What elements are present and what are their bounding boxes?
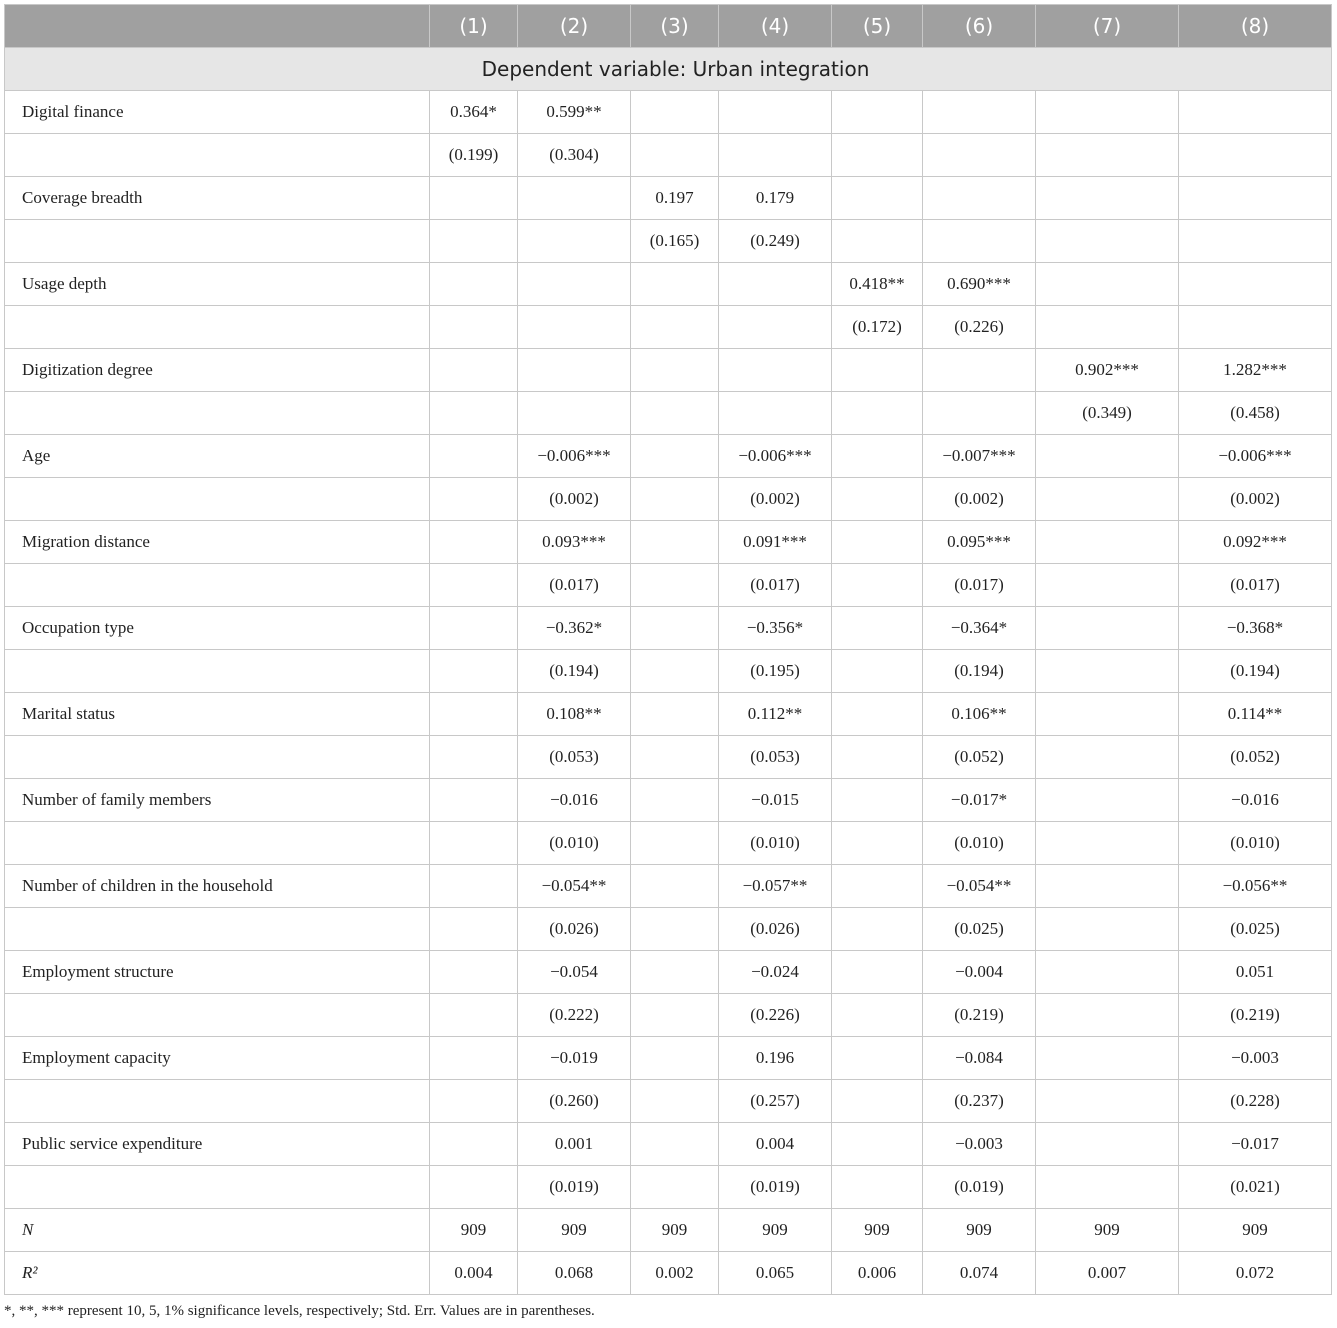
table-cell: (0.019) bbox=[923, 1166, 1036, 1209]
table-cell: −0.362* bbox=[518, 607, 631, 650]
table-cell: 0.418** bbox=[832, 263, 923, 306]
table-cell bbox=[832, 607, 923, 650]
table-cell: (0.226) bbox=[719, 994, 832, 1037]
table-cell bbox=[832, 435, 923, 478]
row-label: Number of children in the household bbox=[5, 865, 430, 908]
table-cell bbox=[832, 1166, 923, 1209]
table-cell: 0.072 bbox=[1179, 1252, 1332, 1295]
table-cell: (0.010) bbox=[719, 822, 832, 865]
table-cell bbox=[631, 478, 719, 521]
regression-table-container bbox=[4, 4, 1331, 1295]
table-cell: (0.052) bbox=[1179, 736, 1332, 779]
table-cell: 1.282*** bbox=[1179, 349, 1332, 392]
row-label bbox=[5, 994, 430, 1037]
table-row bbox=[5, 392, 1332, 435]
table-cell bbox=[923, 134, 1036, 177]
table-cell bbox=[832, 865, 923, 908]
table-cell bbox=[631, 908, 719, 951]
column-header: (1) bbox=[430, 5, 518, 48]
table-row bbox=[5, 736, 1332, 779]
table-cell: (0.002) bbox=[1179, 478, 1332, 521]
table-cell: −0.368* bbox=[1179, 607, 1332, 650]
table-cell: −0.006*** bbox=[719, 435, 832, 478]
table-cell bbox=[430, 994, 518, 1037]
table-cell: (0.257) bbox=[719, 1080, 832, 1123]
row-label: Usage depth bbox=[5, 263, 430, 306]
table-cell bbox=[832, 564, 923, 607]
table-cell bbox=[1179, 306, 1332, 349]
row-label bbox=[5, 650, 430, 693]
table-cell bbox=[1036, 478, 1179, 521]
row-label: R² bbox=[5, 1252, 430, 1295]
row-label: Coverage breadth bbox=[5, 177, 430, 220]
table-cell bbox=[430, 1166, 518, 1209]
table-cell: −0.019 bbox=[518, 1037, 631, 1080]
table-cell: 0.091*** bbox=[719, 521, 832, 564]
table-cell: −0.017 bbox=[1179, 1123, 1332, 1166]
table-cell bbox=[518, 349, 631, 392]
table-cell: (0.260) bbox=[518, 1080, 631, 1123]
table-cell bbox=[430, 263, 518, 306]
table-cell bbox=[1036, 306, 1179, 349]
row-label bbox=[5, 392, 430, 435]
table-cell: (0.194) bbox=[1179, 650, 1332, 693]
table-cell bbox=[430, 349, 518, 392]
table-cell bbox=[1036, 521, 1179, 564]
table-cell bbox=[1036, 693, 1179, 736]
table-cell bbox=[832, 1037, 923, 1080]
table-cell bbox=[631, 994, 719, 1037]
table-cell bbox=[631, 1123, 719, 1166]
table-cell bbox=[631, 951, 719, 994]
table-cell: 909 bbox=[923, 1209, 1036, 1252]
row-label: Digitization degree bbox=[5, 349, 430, 392]
table-cell bbox=[719, 91, 832, 134]
table-row bbox=[5, 1166, 1332, 1209]
table-cell: (0.053) bbox=[719, 736, 832, 779]
table-cell bbox=[518, 263, 631, 306]
regression-table bbox=[4, 4, 1332, 1295]
table-cell bbox=[631, 263, 719, 306]
table-cell bbox=[1036, 1037, 1179, 1080]
column-header: (2) bbox=[518, 5, 631, 48]
table-cell bbox=[832, 134, 923, 177]
table-cell: −0.004 bbox=[923, 951, 1036, 994]
table-cell bbox=[518, 220, 631, 263]
table-cell: (0.195) bbox=[719, 650, 832, 693]
row-label: Employment capacity bbox=[5, 1037, 430, 1080]
table-cell bbox=[1036, 822, 1179, 865]
row-label: Age bbox=[5, 435, 430, 478]
table-cell bbox=[923, 392, 1036, 435]
table-cell: (0.249) bbox=[719, 220, 832, 263]
table-cell: 909 bbox=[518, 1209, 631, 1252]
table-cell bbox=[719, 349, 832, 392]
table-cell: −0.006*** bbox=[1179, 435, 1332, 478]
section-row bbox=[5, 48, 1332, 91]
table-cell bbox=[430, 650, 518, 693]
row-label: Digital finance bbox=[5, 91, 430, 134]
table-row bbox=[5, 650, 1332, 693]
table-cell: (0.017) bbox=[923, 564, 1036, 607]
table-cell: −0.017* bbox=[923, 779, 1036, 822]
table-cell: 0.065 bbox=[719, 1252, 832, 1295]
table-cell bbox=[631, 134, 719, 177]
table-cell bbox=[430, 607, 518, 650]
table-cell: (0.010) bbox=[518, 822, 631, 865]
table-cell bbox=[631, 650, 719, 693]
table-row bbox=[5, 1252, 1332, 1295]
row-label: Number of family members bbox=[5, 779, 430, 822]
table-cell bbox=[832, 177, 923, 220]
table-cell: 0.114** bbox=[1179, 693, 1332, 736]
table-cell bbox=[631, 392, 719, 435]
table-cell: 0.004 bbox=[719, 1123, 832, 1166]
table-row bbox=[5, 564, 1332, 607]
table-cell bbox=[1036, 1080, 1179, 1123]
table-cell bbox=[430, 779, 518, 822]
row-label bbox=[5, 822, 430, 865]
table-cell: (0.199) bbox=[430, 134, 518, 177]
table-row bbox=[5, 1209, 1332, 1252]
table-cell bbox=[832, 908, 923, 951]
table-row bbox=[5, 822, 1332, 865]
table-cell: −0.054** bbox=[518, 865, 631, 908]
table-cell: 0.074 bbox=[923, 1252, 1036, 1295]
table-cell bbox=[832, 693, 923, 736]
table-cell: (0.228) bbox=[1179, 1080, 1332, 1123]
table-cell bbox=[719, 306, 832, 349]
table-cell bbox=[1036, 134, 1179, 177]
table-cell bbox=[1179, 134, 1332, 177]
table-cell: (0.019) bbox=[518, 1166, 631, 1209]
table-cell bbox=[631, 435, 719, 478]
column-header: (5) bbox=[832, 5, 923, 48]
row-label bbox=[5, 306, 430, 349]
table-cell bbox=[430, 220, 518, 263]
table-cell bbox=[518, 177, 631, 220]
table-cell: (0.165) bbox=[631, 220, 719, 263]
row-label bbox=[5, 564, 430, 607]
table-cell bbox=[430, 478, 518, 521]
table-cell bbox=[631, 349, 719, 392]
table-cell: (0.017) bbox=[719, 564, 832, 607]
table-cell bbox=[923, 349, 1036, 392]
table-cell: −0.003 bbox=[1179, 1037, 1332, 1080]
table-cell bbox=[430, 1123, 518, 1166]
table-cell bbox=[1036, 1123, 1179, 1166]
table-cell: −0.364* bbox=[923, 607, 1036, 650]
table-cell: (0.053) bbox=[518, 736, 631, 779]
table-cell: (0.002) bbox=[719, 478, 832, 521]
table-cell: 909 bbox=[719, 1209, 832, 1252]
column-header: (7) bbox=[1036, 5, 1179, 48]
table-cell bbox=[518, 306, 631, 349]
table-cell: 0.004 bbox=[430, 1252, 518, 1295]
table-row bbox=[5, 306, 1332, 349]
table-row bbox=[5, 951, 1332, 994]
table-row bbox=[5, 693, 1332, 736]
table-cell: 0.007 bbox=[1036, 1252, 1179, 1295]
table-cell: −0.007*** bbox=[923, 435, 1036, 478]
table-cell bbox=[1036, 1166, 1179, 1209]
table-cell: 0.002 bbox=[631, 1252, 719, 1295]
row-label bbox=[5, 220, 430, 263]
table-cell bbox=[1036, 607, 1179, 650]
table-cell bbox=[1179, 263, 1332, 306]
table-cell bbox=[631, 564, 719, 607]
column-header: (3) bbox=[631, 5, 719, 48]
table-cell: −0.054 bbox=[518, 951, 631, 994]
table-cell: −0.056** bbox=[1179, 865, 1332, 908]
table-cell bbox=[430, 908, 518, 951]
table-cell bbox=[430, 1037, 518, 1080]
table-cell bbox=[631, 521, 719, 564]
table-cell: (0.458) bbox=[1179, 392, 1332, 435]
table-cell bbox=[832, 220, 923, 263]
table-cell: −0.356* bbox=[719, 607, 832, 650]
table-row bbox=[5, 134, 1332, 177]
table-cell: (0.194) bbox=[518, 650, 631, 693]
table-cell bbox=[832, 91, 923, 134]
table-cell: 0.093*** bbox=[518, 521, 631, 564]
row-label: Public service expenditure bbox=[5, 1123, 430, 1166]
table-cell bbox=[832, 521, 923, 564]
table-row bbox=[5, 91, 1332, 134]
table-cell bbox=[832, 951, 923, 994]
table-cell bbox=[1036, 865, 1179, 908]
column-header: (4) bbox=[719, 5, 832, 48]
table-cell: (0.025) bbox=[1179, 908, 1332, 951]
table-cell: 0.197 bbox=[631, 177, 719, 220]
table-cell bbox=[631, 822, 719, 865]
column-header: (6) bbox=[923, 5, 1036, 48]
table-cell bbox=[430, 564, 518, 607]
table-row bbox=[5, 779, 1332, 822]
table-cell bbox=[430, 435, 518, 478]
table-cell bbox=[430, 736, 518, 779]
table-cell bbox=[430, 951, 518, 994]
table-cell bbox=[430, 865, 518, 908]
row-label bbox=[5, 736, 430, 779]
table-cell bbox=[832, 736, 923, 779]
table-cell bbox=[631, 607, 719, 650]
table-cell bbox=[1036, 994, 1179, 1037]
table-cell: 909 bbox=[1036, 1209, 1179, 1252]
row-label: N bbox=[5, 1209, 430, 1252]
table-cell: (0.226) bbox=[923, 306, 1036, 349]
table-cell: (0.002) bbox=[518, 478, 631, 521]
table-cell: −0.015 bbox=[719, 779, 832, 822]
table-cell bbox=[430, 306, 518, 349]
table-cell: −0.016 bbox=[1179, 779, 1332, 822]
table-cell bbox=[1036, 564, 1179, 607]
header-row bbox=[5, 5, 1332, 48]
table-cell bbox=[430, 521, 518, 564]
row-label: Employment structure bbox=[5, 951, 430, 994]
table-row bbox=[5, 521, 1332, 564]
table-cell: (0.010) bbox=[923, 822, 1036, 865]
table-cell bbox=[1036, 91, 1179, 134]
table-cell: 0.179 bbox=[719, 177, 832, 220]
table-cell: 0.902*** bbox=[1036, 349, 1179, 392]
table-cell bbox=[1179, 220, 1332, 263]
table-cell bbox=[719, 392, 832, 435]
table-cell: (0.222) bbox=[518, 994, 631, 1037]
table-cell: (0.017) bbox=[518, 564, 631, 607]
table-cell: 909 bbox=[1179, 1209, 1332, 1252]
table-cell bbox=[430, 693, 518, 736]
table-cell: 0.599** bbox=[518, 91, 631, 134]
table-cell bbox=[631, 1080, 719, 1123]
table-cell: 0.364* bbox=[430, 91, 518, 134]
table-cell bbox=[430, 392, 518, 435]
table-cell: (0.019) bbox=[719, 1166, 832, 1209]
table-cell: (0.172) bbox=[832, 306, 923, 349]
table-cell: −0.016 bbox=[518, 779, 631, 822]
table-cell bbox=[832, 349, 923, 392]
table-cell: 909 bbox=[631, 1209, 719, 1252]
table-row bbox=[5, 177, 1332, 220]
table-cell bbox=[430, 177, 518, 220]
table-cell bbox=[719, 134, 832, 177]
table-cell: 0.092*** bbox=[1179, 521, 1332, 564]
table-cell bbox=[923, 91, 1036, 134]
table-cell bbox=[832, 1080, 923, 1123]
table-row bbox=[5, 1080, 1332, 1123]
table-cell: 0.001 bbox=[518, 1123, 631, 1166]
table-footnote: *, **, *** represent 10, 5, 1% significance levels, respectively; Std. Err. Values are in parentheses. bbox=[4, 1303, 595, 1319]
table-cell: −0.084 bbox=[923, 1037, 1036, 1080]
row-label bbox=[5, 908, 430, 951]
table-cell: (0.219) bbox=[1179, 994, 1332, 1037]
table-cell: −0.057** bbox=[719, 865, 832, 908]
table-cell: 0.108** bbox=[518, 693, 631, 736]
table-cell: (0.025) bbox=[923, 908, 1036, 951]
table-cell bbox=[430, 1080, 518, 1123]
table-cell: 0.196 bbox=[719, 1037, 832, 1080]
table-cell bbox=[518, 392, 631, 435]
table-cell bbox=[832, 650, 923, 693]
table-row bbox=[5, 1037, 1332, 1080]
table-cell bbox=[1179, 177, 1332, 220]
table-cell bbox=[923, 220, 1036, 263]
table-cell: (0.002) bbox=[923, 478, 1036, 521]
table-cell bbox=[631, 779, 719, 822]
table-cell: (0.304) bbox=[518, 134, 631, 177]
row-label bbox=[5, 478, 430, 521]
table-cell bbox=[631, 865, 719, 908]
table-row bbox=[5, 349, 1332, 392]
table-cell bbox=[1036, 177, 1179, 220]
table-cell: (0.026) bbox=[518, 908, 631, 951]
table-cell: 0.112** bbox=[719, 693, 832, 736]
table-cell bbox=[923, 177, 1036, 220]
table-cell bbox=[1036, 908, 1179, 951]
table-row bbox=[5, 908, 1332, 951]
table-cell bbox=[430, 822, 518, 865]
table-cell: (0.017) bbox=[1179, 564, 1332, 607]
table-cell bbox=[631, 693, 719, 736]
table-row bbox=[5, 478, 1332, 521]
table-cell bbox=[1036, 263, 1179, 306]
table-cell: 0.095*** bbox=[923, 521, 1036, 564]
table-cell: 0.106** bbox=[923, 693, 1036, 736]
table-row bbox=[5, 607, 1332, 650]
row-label: Occupation type bbox=[5, 607, 430, 650]
table-row bbox=[5, 263, 1332, 306]
column-header: (8) bbox=[1179, 5, 1332, 48]
table-cell bbox=[832, 994, 923, 1037]
table-cell: (0.349) bbox=[1036, 392, 1179, 435]
table-cell: (0.219) bbox=[923, 994, 1036, 1037]
table-cell: (0.021) bbox=[1179, 1166, 1332, 1209]
table-cell: (0.026) bbox=[719, 908, 832, 951]
table-row bbox=[5, 994, 1332, 1037]
table-cell: 909 bbox=[430, 1209, 518, 1252]
section-title: Dependent variable: Urban integration bbox=[5, 48, 1332, 91]
table-cell: −0.006*** bbox=[518, 435, 631, 478]
row-label bbox=[5, 134, 430, 177]
table-cell bbox=[1036, 220, 1179, 263]
table-cell bbox=[1036, 779, 1179, 822]
table-cell: (0.194) bbox=[923, 650, 1036, 693]
table-row bbox=[5, 435, 1332, 478]
table-cell bbox=[631, 91, 719, 134]
table-cell: 909 bbox=[832, 1209, 923, 1252]
row-label bbox=[5, 1080, 430, 1123]
table-cell: 0.068 bbox=[518, 1252, 631, 1295]
table-cell bbox=[719, 263, 832, 306]
table-cell: −0.054** bbox=[923, 865, 1036, 908]
row-label: Marital status bbox=[5, 693, 430, 736]
table-cell: 0.006 bbox=[832, 1252, 923, 1295]
table-row bbox=[5, 220, 1332, 263]
table-cell bbox=[1036, 435, 1179, 478]
table-cell bbox=[631, 736, 719, 779]
table-cell bbox=[1036, 650, 1179, 693]
table-cell bbox=[832, 392, 923, 435]
table-row bbox=[5, 865, 1332, 908]
table-cell bbox=[1036, 736, 1179, 779]
table-cell bbox=[832, 1123, 923, 1166]
table-cell bbox=[832, 822, 923, 865]
table-cell bbox=[1179, 91, 1332, 134]
table-cell: −0.003 bbox=[923, 1123, 1036, 1166]
table-cell: (0.010) bbox=[1179, 822, 1332, 865]
table-cell bbox=[631, 306, 719, 349]
table-cell: (0.052) bbox=[923, 736, 1036, 779]
table-cell: (0.237) bbox=[923, 1080, 1036, 1123]
header-blank-cell bbox=[5, 5, 430, 48]
table-cell bbox=[832, 779, 923, 822]
table-cell bbox=[631, 1166, 719, 1209]
table-cell bbox=[832, 478, 923, 521]
table-cell bbox=[631, 1037, 719, 1080]
row-label: Migration distance bbox=[5, 521, 430, 564]
row-label bbox=[5, 1166, 430, 1209]
table-cell: −0.024 bbox=[719, 951, 832, 994]
table-cell bbox=[1036, 951, 1179, 994]
table-cell: 0.690*** bbox=[923, 263, 1036, 306]
table-row bbox=[5, 1123, 1332, 1166]
table-cell: 0.051 bbox=[1179, 951, 1332, 994]
